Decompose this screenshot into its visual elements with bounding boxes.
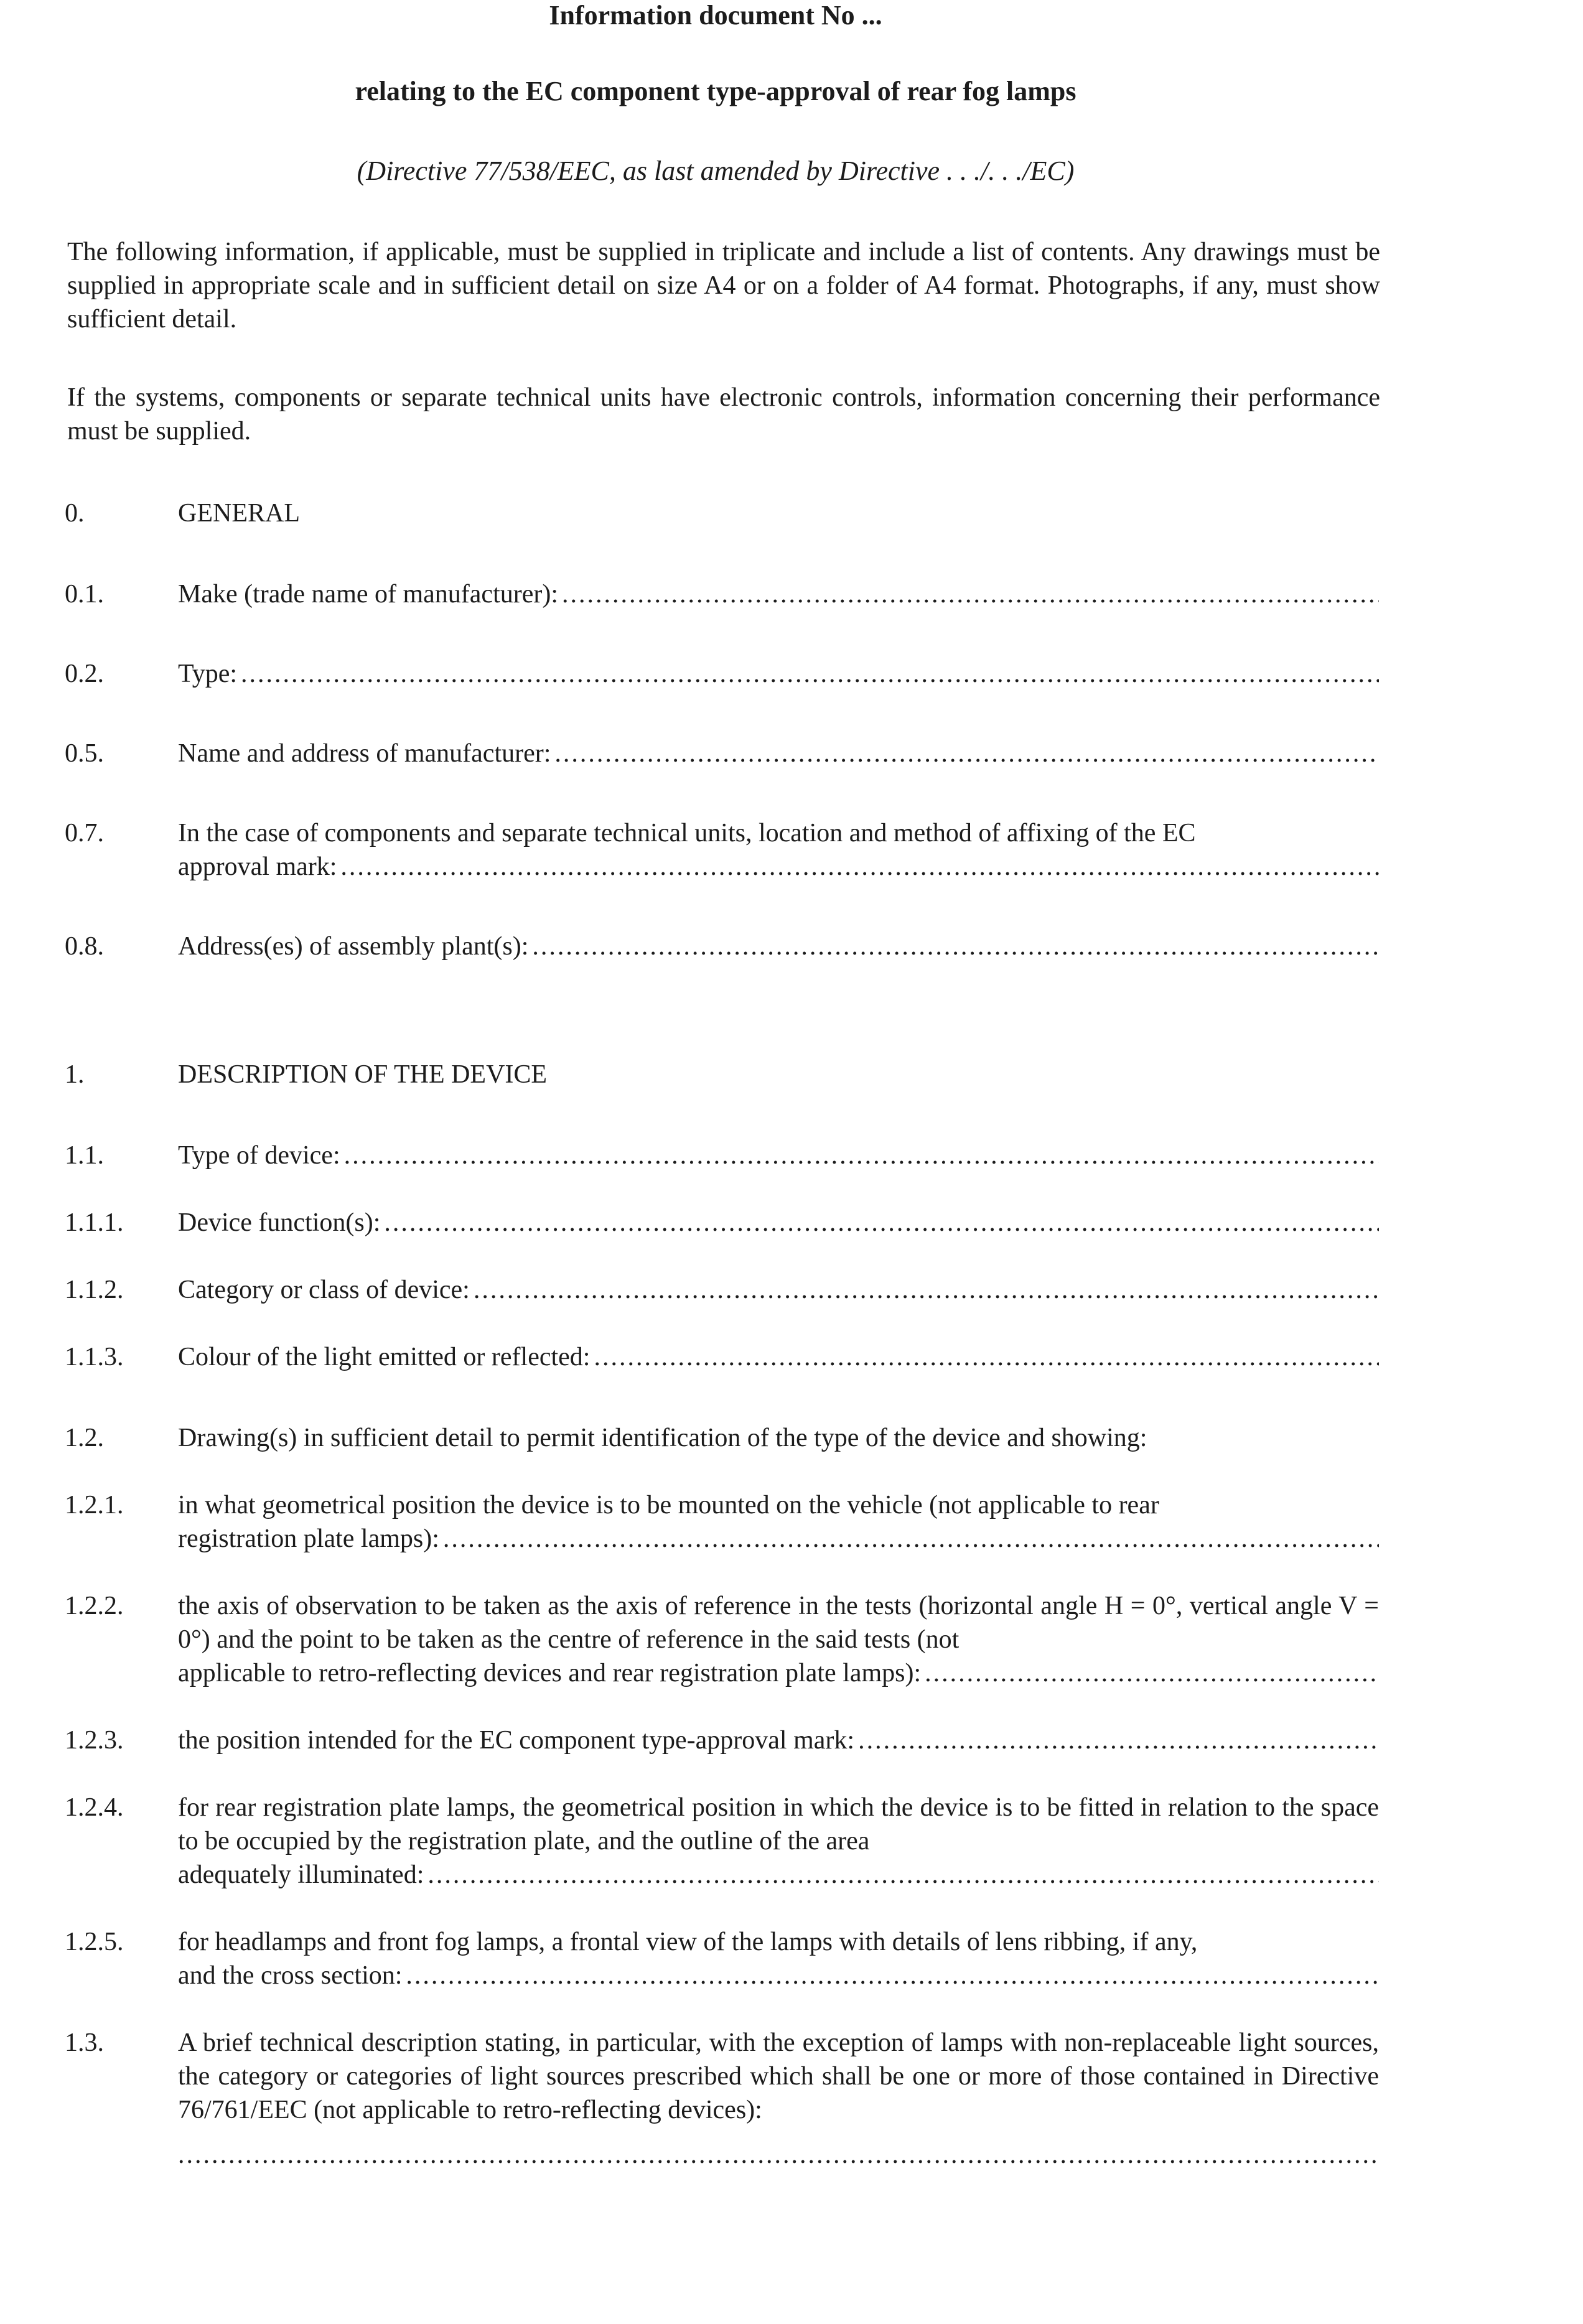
item-number: 1.1.1. bbox=[65, 1208, 124, 1237]
field-label: Colour of the light emitted or reflected: bbox=[178, 1343, 591, 1371]
fill-in-leader bbox=[340, 850, 1379, 884]
field-label: Name and address of manufacturer: bbox=[178, 739, 551, 768]
item-number: 0.1. bbox=[65, 580, 104, 609]
field-label: applicable to retro-reflecting devices and rear registration plate lamps): bbox=[178, 1659, 922, 1687]
field-frontal-view[interactable] bbox=[178, 1925, 1379, 1992]
item-text: In the case of components and separate technical units, location and method of affixing of the EC bbox=[178, 819, 1196, 847]
field-approval-mark-location[interactable] bbox=[178, 816, 1379, 884]
field-approval-mark-position[interactable] bbox=[178, 1724, 1379, 1757]
item-number: 1.2.4. bbox=[65, 1793, 124, 1822]
directive-reference: (Directive 77/538/EEC, as last amended by Directive . . ./. . ./EC) bbox=[357, 156, 1075, 186]
item-text: Drawing(s) in sufficient detail to permit identification of the type of the device and showing: bbox=[178, 1424, 1147, 1452]
item-number: 1.1. bbox=[65, 1141, 104, 1170]
item-number: 0.5. bbox=[65, 739, 104, 768]
fill-in-leader bbox=[406, 1959, 1379, 1992]
field-label: Device function(s): bbox=[178, 1208, 381, 1237]
item-number: 0.8. bbox=[65, 932, 104, 961]
item-text: in what geometrical position the device is to be mounted on the vehicle (not applicable to rear bbox=[178, 1491, 1159, 1519]
field-label: Type of device: bbox=[178, 1141, 340, 1170]
fill-in-leader bbox=[241, 657, 1379, 691]
field-label: and the cross section: bbox=[178, 1961, 403, 1990]
item-number: 1.2.5. bbox=[65, 1928, 124, 1956]
field-technical-description[interactable] bbox=[178, 2026, 1379, 2172]
document-title: Information document No ... bbox=[549, 0, 882, 30]
field-light-colour[interactable] bbox=[178, 1340, 1379, 1374]
fill-in-leader bbox=[925, 1656, 1379, 1690]
field-label: approval mark: bbox=[178, 852, 337, 881]
field-label: Type: bbox=[178, 660, 238, 688]
section-number: 0. bbox=[65, 499, 85, 528]
item-number: 1.3. bbox=[65, 2028, 104, 2057]
fill-in-leader bbox=[474, 1273, 1379, 1307]
item-text: the axis of observation to be taken as the axis of reference in the tests (horizontal angle H = 0°, vertical angle V = 0°) and the point to be taken as the centre of reference in the said tests (not bbox=[178, 1592, 1379, 1654]
item-number: 1.1.3. bbox=[65, 1343, 124, 1371]
fill-in-leader bbox=[427, 1858, 1379, 1892]
field-assembly-plants[interactable] bbox=[178, 930, 1379, 963]
section-title: GENERAL bbox=[178, 499, 300, 528]
field-device-functions[interactable] bbox=[178, 1206, 1379, 1239]
item-number: 0.2. bbox=[65, 660, 104, 688]
fill-in-leader bbox=[532, 930, 1379, 963]
field-label: the position intended for the EC component type-approval mark: bbox=[178, 1726, 855, 1755]
fill-in-leader bbox=[594, 1340, 1379, 1374]
field-device-category[interactable] bbox=[178, 1273, 1379, 1307]
item-number: 1.2.3. bbox=[65, 1726, 124, 1755]
field-device-type[interactable] bbox=[178, 1139, 1379, 1172]
item-number: 0.7. bbox=[65, 819, 104, 847]
item-text: for headlamps and front fog lamps, a frontal view of the lamps with details of lens ribbing, if any, bbox=[178, 1928, 1198, 1956]
field-axis-of-observation[interactable] bbox=[178, 1589, 1379, 1690]
document-subtitle: relating to the EC component type-approval of rear fog lamps bbox=[355, 76, 1076, 106]
field-label: adequately illuminated: bbox=[178, 1860, 424, 1889]
item-number: 1.2. bbox=[65, 1424, 104, 1452]
item-number: 1.2.1. bbox=[65, 1491, 124, 1519]
item-number: 1.1.2. bbox=[65, 1276, 124, 1304]
field-label: Category or class of device: bbox=[178, 1276, 470, 1304]
field-plate-lamp-position[interactable] bbox=[178, 1791, 1379, 1892]
field-label: registration plate lamps): bbox=[178, 1524, 439, 1553]
fill-in-leader bbox=[178, 2138, 1379, 2172]
section-number: 1. bbox=[65, 1060, 85, 1089]
section-title: DESCRIPTION OF THE DEVICE bbox=[178, 1060, 548, 1089]
intro-paragraph-1: The following information, if applicable, must be supplied in triplicate and include a list of contents. Any drawings must be supplied in appropriate scale and in sufficient detail on size A4 or on a folder of A4 format. Photographs, if any, must show sufficient detail. bbox=[67, 238, 1380, 334]
item-number: 1.2.2. bbox=[65, 1592, 124, 1620]
field-label: Make (trade name of manufacturer): bbox=[178, 580, 559, 609]
intro-paragraph-2: If the systems, components or separate technical units have electronic controls, information concerning their performance must be supplied. bbox=[67, 383, 1380, 446]
field-mounting-position[interactable] bbox=[178, 1488, 1379, 1556]
field-make[interactable] bbox=[178, 577, 1379, 611]
fill-in-leader bbox=[344, 1139, 1379, 1172]
fill-in-leader bbox=[443, 1522, 1379, 1556]
field-label: Address(es) of assembly plant(s): bbox=[178, 932, 529, 961]
field-manufacturer-address[interactable] bbox=[178, 737, 1379, 770]
item-text: for rear registration plate lamps, the geometrical position in which the device is to be fitted in relation to the space to be occupied by the registration plate, and the outline of the area bbox=[178, 1793, 1379, 1855]
field-type[interactable] bbox=[178, 657, 1379, 691]
item-text: A brief technical description stating, in particular, with the exception of lamps with non-replaceable light sources, the category or categories of light sources prescribed which shall be one or more of those contained in Directive 76/761/EEC (not applicable to retro-reflecting devices): bbox=[178, 2028, 1379, 2124]
fill-in-leader bbox=[554, 737, 1379, 770]
fill-in-leader bbox=[858, 1724, 1379, 1757]
fill-in-leader bbox=[562, 577, 1379, 611]
fill-in-leader bbox=[384, 1206, 1379, 1239]
